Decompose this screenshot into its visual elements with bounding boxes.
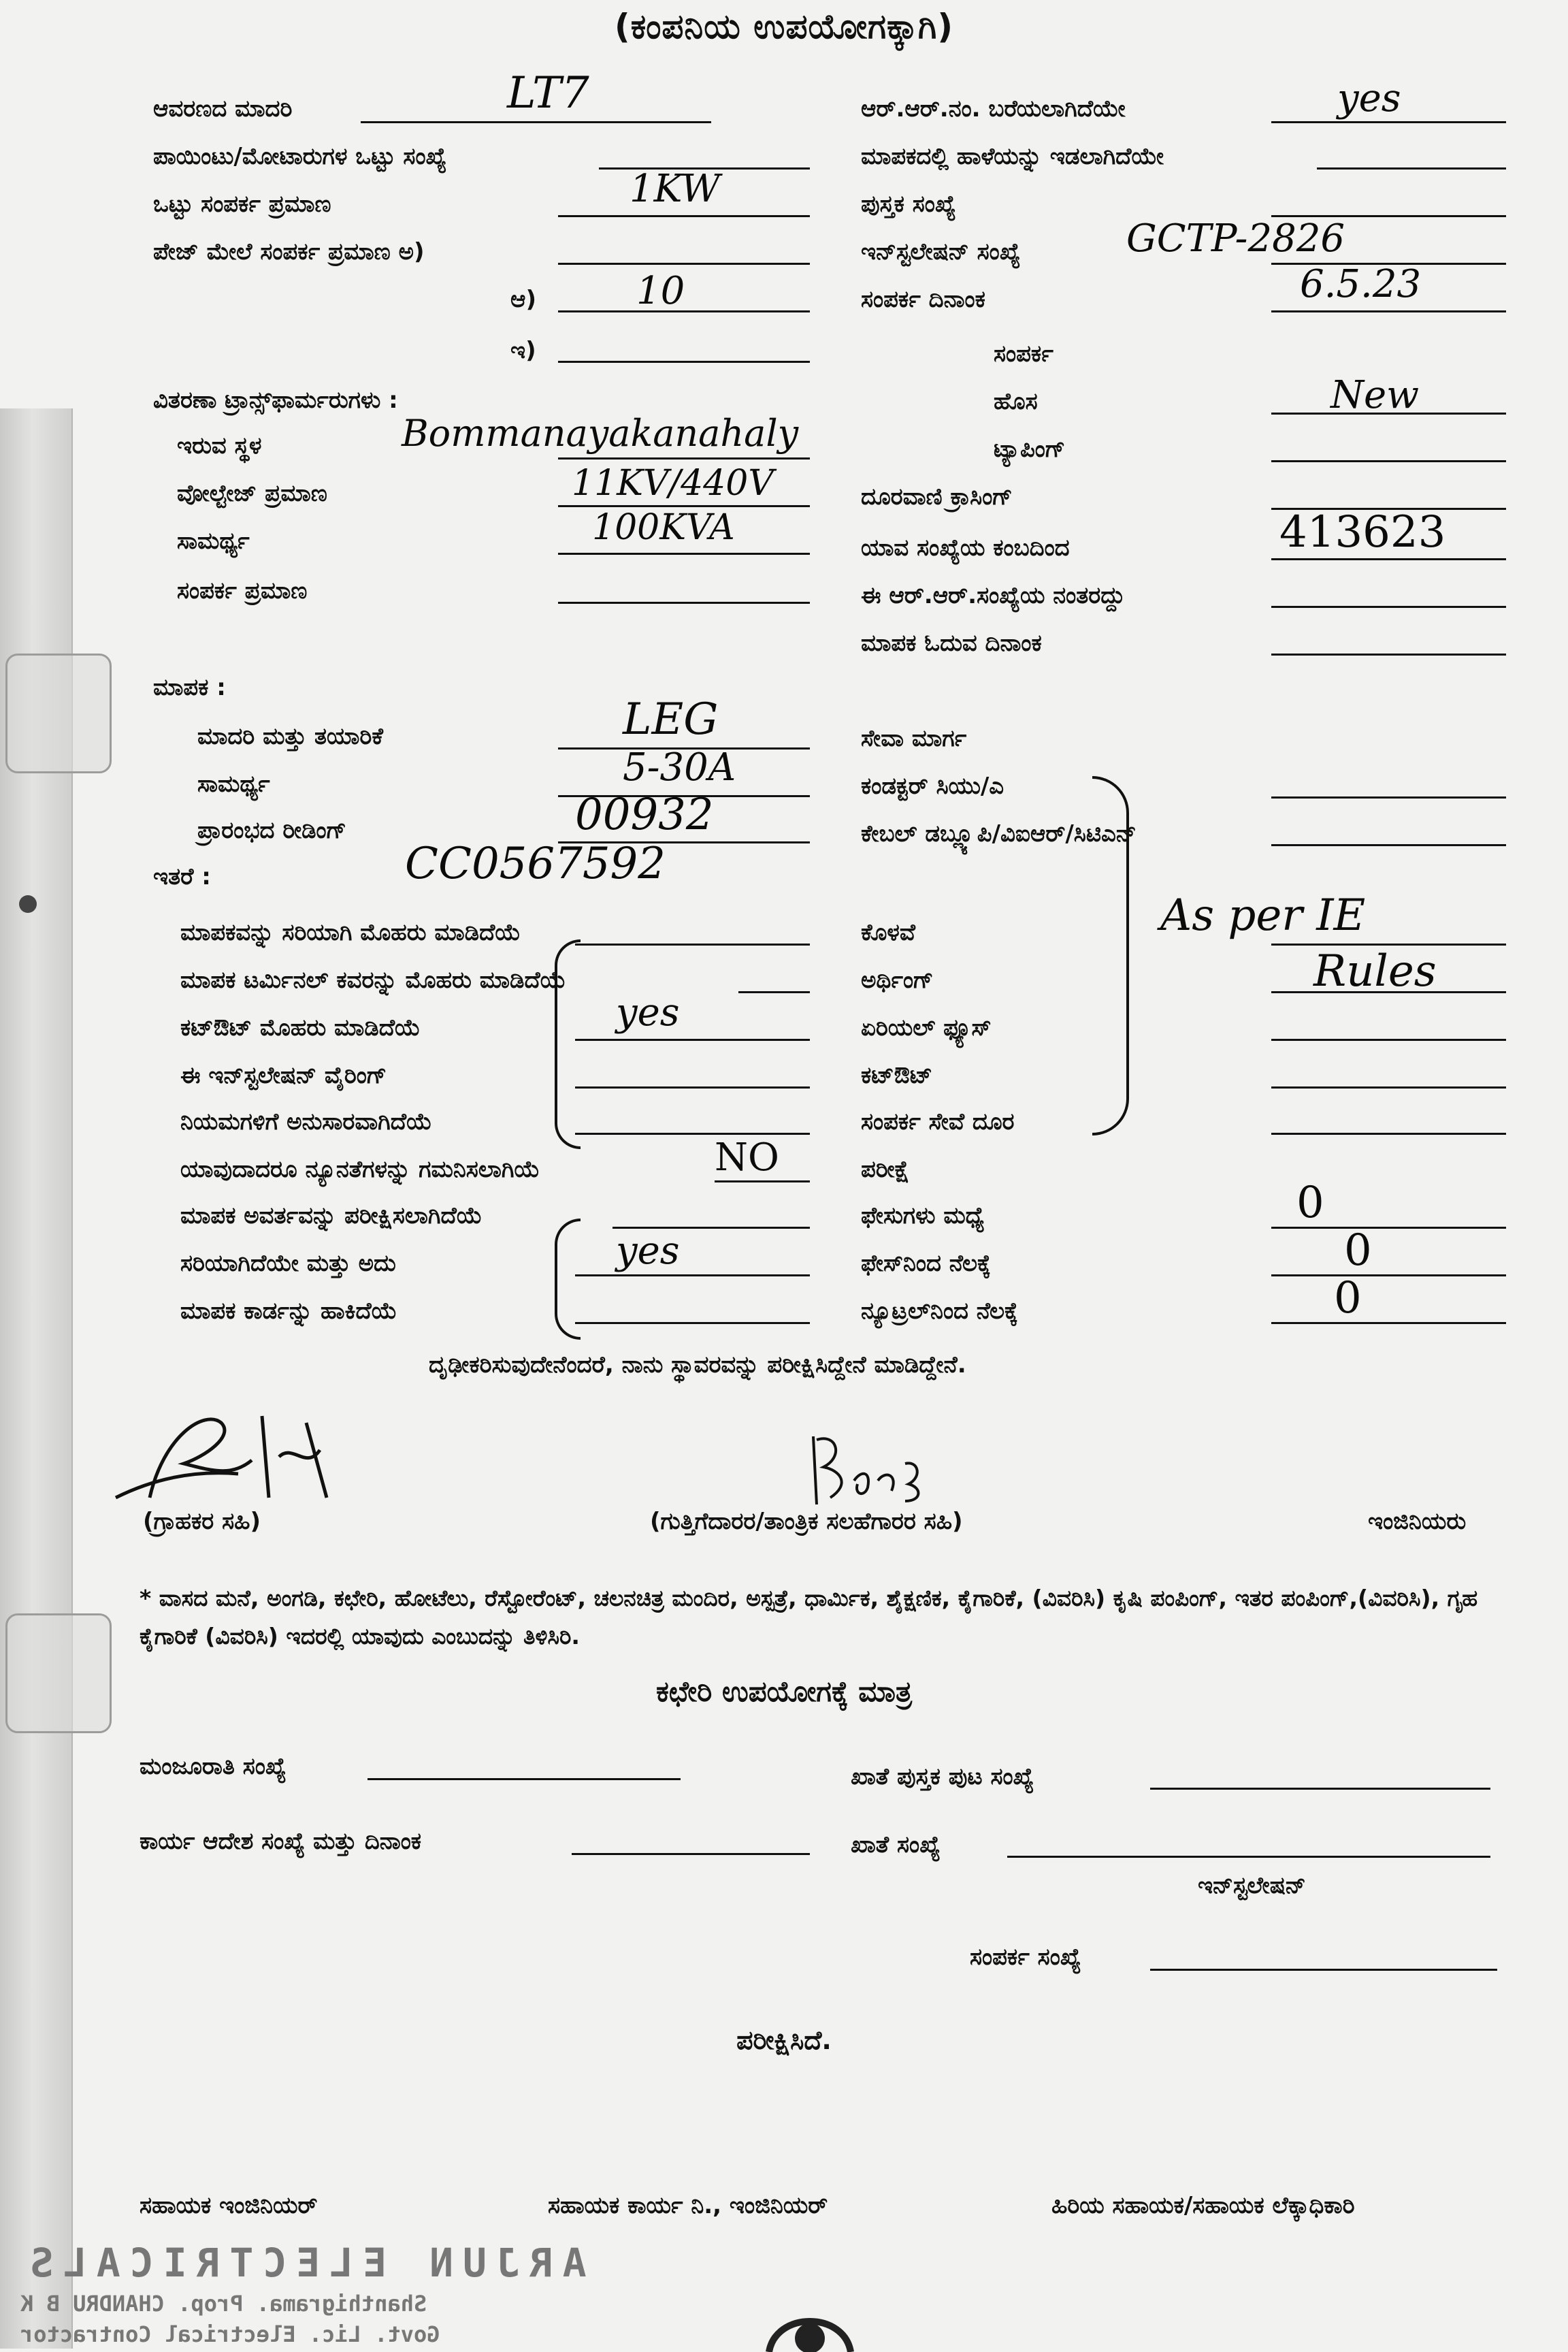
field-label-meter-sealed: ಮಾಪಕವನ್ನು ಸರಿಯಾಗಿ ಮೊಹರು ಮಾಡಿದೆಯೆ xyxy=(180,919,521,946)
handwritten-as-per-ie: As per IE xyxy=(1160,890,1366,941)
field-line-conduit[interactable] xyxy=(1271,944,1506,946)
contractor-signature xyxy=(803,1430,932,1511)
transformer-heading: ವಿತರಣಾ ಟ್ರಾನ್ಸ್‌ಫಾರ್ಮರುಗಳು : xyxy=(153,387,398,414)
asst-exec-engineer-label: ಸಹಾಯಕ ಕಾರ್ಯ ನಿ., ಇಂಜಿನಿಯರ್ xyxy=(548,2192,828,2219)
field-line-next-rr[interactable] xyxy=(1271,606,1506,608)
handwritten-between-phases: 0 xyxy=(1296,1178,1324,1228)
field-label-cable: ಕೇಬಲ್ ಡಬ್ಲ್ಯೂಪಿ/ವಿಐಆರ್/ಸಿಟಿಎನ್ xyxy=(861,820,1137,848)
field-line-rr-written[interactable] xyxy=(1271,121,1506,123)
declaration-text: ದೃಢೀಕರಿಸುವುದೇನೆಂದರೆ, ನಾನು ಸ್ಥಾವರವನ್ನು ಪರೀಕ್ಷಿಸಿದ್ದೇನೆ ಮಾಡಿದ್ದೇನೆ. xyxy=(429,1351,966,1379)
field-line-tapping[interactable] xyxy=(1271,460,1506,462)
field-line-phase-load-a[interactable] xyxy=(558,263,810,265)
handwritten-pole-number: 413623 xyxy=(1279,507,1446,558)
field-label-meter-capacity: ಸಾಮರ್ಥ್ಯ xyxy=(197,771,270,798)
field-label-phase-earth: ಫೇಸ್‌ನಿಂದ ನೆಲಕ್ಕೆ xyxy=(861,1250,991,1277)
field-label-new: ಹೊಸ xyxy=(994,388,1038,415)
field-line-terminal-sealed[interactable] xyxy=(738,991,810,993)
handwritten-brace-left-1 xyxy=(555,939,581,1149)
field-line-total-load[interactable] xyxy=(558,215,810,217)
handwritten-brace-left-2 xyxy=(555,1219,581,1340)
field-label-conductor: ಕಂಡಕ್ಟರ್ ಸಿಯು/ಎ xyxy=(861,773,1004,800)
field-label-book-number: ಪುಸ್ತಕ ಸಂಖ್ಯೆ xyxy=(861,191,956,218)
field-line-cable[interactable] xyxy=(1271,844,1506,846)
field-line-sheet-placed[interactable] xyxy=(1317,167,1506,170)
office-heading: ಕಛೇರಿ ಉಪಯೋಗಕ್ಕೆ ಮಾತ್ರ xyxy=(655,1675,913,1708)
field-label-voltage: ವೋಲ್ಟೇಜ್ ಪ್ರಮಾಣ xyxy=(177,480,327,507)
field-line-conductor[interactable] xyxy=(1271,796,1506,799)
office-label-sanction: ಮಂಜೂರಾತಿ ಸಂಖ್ಯೆ xyxy=(140,1753,287,1780)
field-line-location[interactable] xyxy=(558,457,810,460)
field-label-premises-type: ಆವರಣದ ಮಾದರಿ xyxy=(153,95,293,123)
handwritten-serial-number: CC0567592 xyxy=(405,839,666,889)
field-line-capacity[interactable] xyxy=(558,553,810,555)
office-label-connection-no: ಸಂಪರ್ಕ ಸಂಖ್ಯೆ xyxy=(970,1944,1081,1971)
handwritten-new: New xyxy=(1330,373,1420,417)
handwritten-rules: Rules xyxy=(1313,946,1437,997)
customer-signature-label: (ಗ್ರಾಹಕರ ಸಹಿ) xyxy=(143,1508,261,1535)
field-line-correct[interactable] xyxy=(575,1274,810,1276)
field-label-phase-load-a: ಪೇಜ್ ಮೇಲೆ ಸಂಪರ್ಕ ಪ್ರಮಾಣ ಅ) xyxy=(153,238,425,265)
field-label-rr-written: ಆರ್.ಆರ್.ನಂ. ಬರೆಯಲಾಗಿದೆಯೇ xyxy=(861,95,1126,123)
meter-heading: ಮಾಪಕ : xyxy=(153,674,226,701)
field-label-meter-card: ಮಾಪಕ ಕಾರ್ಡನ್ನು ಹಾಕಿದೆಯೆ xyxy=(180,1298,397,1325)
handwritten-rr-written: yes xyxy=(1337,76,1401,120)
field-label-points-count: ಪಾಯಿಂಟು/ಮೋಟಾರುಗಳ ಒಟ್ಟು ಸಂಖ್ಯೆ xyxy=(153,143,447,170)
field-label-reading-date: ಮಾಪಕ ಓದುವ ದಿನಾಂಕ xyxy=(861,630,1042,657)
handwritten-premises-type: LT7 xyxy=(507,68,589,118)
field-label-connection-date: ಸಂಪರ್ಕ ದಿನಾಂಕ xyxy=(861,286,985,313)
field-label-terminal-sealed: ಮಾಪಕ ಟರ್ಮಿನಲ್ ಕವರನ್ನು ಮೊಹರು ಮಾಡಿದೆಯೆ xyxy=(180,967,566,994)
handwritten-capacity: 100KVA xyxy=(592,507,735,548)
field-line-phase-load-c[interactable] xyxy=(558,361,810,363)
handwritten-connection-date: 6.5.23 xyxy=(1300,262,1422,306)
handwritten-neutral-earth: 0 xyxy=(1334,1273,1362,1323)
field-line-connection-date[interactable] xyxy=(1271,310,1506,312)
field-label-tapping: ಟ್ಯಾಪಿಂಗ್ xyxy=(994,436,1066,463)
field-line-phase-earth[interactable] xyxy=(1271,1274,1506,1276)
field-line-meter-card[interactable] xyxy=(575,1322,810,1324)
handwritten-meter-capacity: 5-30A xyxy=(623,745,736,790)
premises-note: * ವಾಸದ ಮನೆ, ಅಂಗಡಿ, ಕಛೇರಿ, ಹೋಟೆಲು, ರೆಸ್ಟೋರೆಂಟ್, ಚಲನಚಿತ್ರ ಮಂದಿರ, ಅಸ್ಪತ್ರೆ, ಧಾರ್ಮಿಕ, ಶೈಕ್ಷಣಿಕ, ಕೈಗಾರಿಕೆ, (ವಿವರಿಸಿ) ಕೃಷಿ ಪಂಪಿಂಗ್, ಇತರ ಪಂಪಿಂಗ್,(ವಿವರಿಸಿ), ಗೃಹ ಕೈಗಾರಿಕೆ (ವಿವರಿಸಿ) ಇದರಲ್ಲಿ ಯಾವುದು ಎಂಬುದನ್ನು ತಿಳಿಸಿರಿ. xyxy=(140,1585,1478,1649)
handwritten-installation-number: GCTP-2826 xyxy=(1126,216,1345,261)
office-line-account-no[interactable] xyxy=(1007,1856,1490,1858)
field-label-meter-make: ಮಾದರಿ ಮತ್ತು ತಯಾರಿಕೆ xyxy=(197,723,384,750)
field-label-conduit: ಕೊಳವೆ xyxy=(861,919,916,946)
contractor-stamp-line3: Govt. Lic. Electrical Contractor xyxy=(20,2321,440,2347)
service-heading: ಸೇವಾ ಮಾರ್ಗ xyxy=(861,725,967,752)
field-label-connection: ಸಂಪರ್ಕ xyxy=(994,340,1054,368)
field-label-connected-load: ಸಂಪರ್ಕ ಪ್ರಮಾಣ xyxy=(177,577,308,605)
office-label-installation: ಇನ್‌ಸ್ಟಲೇಷನ್ xyxy=(1198,1872,1306,1899)
handwritten-meter-make: LEG xyxy=(623,694,719,745)
handwritten-correct: yes xyxy=(616,1229,680,1273)
contractor-signature-label: (ಗುತ್ತಿಗೆದಾರರ/ತಾಂತ್ರಿಕ ಸಲಹೆಗಾರರ ಸಹಿ) xyxy=(650,1508,963,1535)
accounts-officer-label: ಹಿರಿಯ ಸಹಾಯಕ/ಸಹಾಯಕ ಲೆಕ್ಕಾಧಿಕಾರಿ xyxy=(1051,2192,1355,2219)
handwritten-voltage: 11KV/440V xyxy=(572,463,774,504)
engineer-signature-label: ಇಂಜಿನಿಯರು xyxy=(1368,1508,1467,1535)
field-label-neutral-earth: ನ್ಯೂಟ್ರಲ್‌ನಿಂದ ನೆಲಕ್ಕೆ xyxy=(861,1298,1018,1325)
field-label-capacity: ಸಾಮರ್ಥ್ಯ xyxy=(177,528,250,555)
handwritten-defects: NO xyxy=(715,1135,779,1180)
field-label-phase-load-b: ಆ) xyxy=(510,286,536,313)
field-label-next-rr: ಈ ಆರ್.ಆರ್.ಸಂಖ್ಯೆಯ ನಂತರದ್ದು xyxy=(861,582,1126,609)
field-label-defects: ಯಾವುದಾದರೂ ನ್ಯೂನತೆಗಳನ್ನು ಗಮನಿಸಲಾಗಿಯೆ xyxy=(180,1156,540,1183)
contractor-stamp-line1: ARJUN ELECTRICALS xyxy=(20,2240,587,2286)
field-label-initial-reading: ಪ್ರಾರಂಭದ ರೀಡಿಂಗ್ xyxy=(197,817,346,844)
handwritten-brace-right xyxy=(1092,776,1129,1135)
field-line-aerial-fuse[interactable] xyxy=(1271,1039,1506,1041)
field-label-between-phases: ಫೇಸುಗಳು ಮಧ್ಯೆ xyxy=(861,1202,985,1229)
test-heading: ಪರೀಕ್ಷೆ xyxy=(861,1156,910,1183)
field-line-defects[interactable] xyxy=(715,1180,810,1182)
office-label-account-no: ಖಾತೆ ಸಂಖ್ಯೆ xyxy=(851,1831,941,1858)
field-label-pole-number: ಯಾವ ಸಂಖ್ಯೆಯ ಕಂಬದಿಂದ xyxy=(861,534,1070,562)
handwritten-location: Bommanayakanahaly xyxy=(402,412,799,455)
handwritten-phase-load-b: 10 xyxy=(636,269,685,313)
field-label-correct: ಸರಿಯಾಗಿದೆಯೇ ಮತ್ತು ಅದು xyxy=(180,1250,396,1277)
field-label-service-distance: ಸಂಪರ್ಕ ಸೇವೆ ದೂರ xyxy=(861,1108,1015,1135)
customer-signature xyxy=(102,1396,361,1511)
field-line-meter-sealed[interactable] xyxy=(575,944,810,946)
field-line-service-distance[interactable] xyxy=(1271,1133,1506,1135)
field-label-phase-load-c: ಇ) xyxy=(510,337,536,364)
field-label-earthing: ಅರ್ಥಿಂಗ್ xyxy=(861,967,934,994)
field-label-meter-cycle: ಮಾಪಕ ಅವರ್ತವನ್ನು ಪರೀಕ್ಷಿಸಲಾಗಿದೆಯೆ xyxy=(180,1202,483,1229)
field-line-reading-date[interactable] xyxy=(1271,654,1506,656)
field-label-location: ಇರುವ ಸ್ಥಳ xyxy=(177,432,262,460)
handwritten-phase-earth: 0 xyxy=(1344,1225,1372,1276)
field-line-pole-number[interactable] xyxy=(1271,558,1506,560)
field-label-total-load: ಒಟ್ಟು ಸಂಪರ್ಕ ಪ್ರಮಾಣ xyxy=(153,191,331,218)
handwritten-initial-reading: 00932 xyxy=(575,790,714,840)
field-label-as-per-rules: ನಿಯಮಗಳಿಗೆ ಅನುಸಾರವಾಗಿದೆಯೆ xyxy=(180,1108,432,1135)
others-heading: ಇತರೆ : xyxy=(153,863,211,890)
checked-heading: ಪರೀಕ್ಷಿಸಿದೆ. xyxy=(736,2025,832,2055)
field-line-cutout-sealed[interactable] xyxy=(575,1039,810,1041)
field-label-sheet-placed: ಮಾಪಕದಲ್ಲಿ ಹಾಳೆಯನ್ನು ಇಡಲಾಗಿದೆಯೇ xyxy=(861,143,1164,170)
handwritten-cutout-sealed: yes xyxy=(616,990,680,1035)
field-line-wiring[interactable] xyxy=(575,1086,810,1089)
office-line-ledger-page[interactable] xyxy=(1150,1788,1490,1790)
office-line-sanction[interactable] xyxy=(368,1778,681,1780)
field-line-premises-type[interactable] xyxy=(361,121,711,123)
field-line-cutout[interactable] xyxy=(1271,1086,1506,1089)
field-label-aerial-fuse: ಏರಿಯಲ್ ಫ್ಯೂಸ್ xyxy=(861,1014,992,1042)
office-label-ledger-page: ಖಾತೆ ಪುಸ್ತಕ ಪುಟ ಸಂಖ್ಯೆ xyxy=(851,1763,1034,1790)
asst-engineer-label: ಸಹಾಯಕ ಇಂಜಿನಿಯರ್ xyxy=(140,2192,318,2219)
office-line-connection-no[interactable] xyxy=(1150,1969,1497,1971)
page-title: (ಕಂಪನಿಯ ಉಪಯೋಗಕ್ಕಾಗಿ) xyxy=(614,7,954,46)
seal-emblem xyxy=(762,2298,858,2352)
office-label-work-order: ಕಾರ್ಯ ಆದೇಶ ಸಂಖ್ಯೆ ಮತ್ತು ದಿನಾಂಕ xyxy=(140,1828,422,1855)
field-line-as-per-rules[interactable] xyxy=(575,1133,810,1135)
handwritten-total-load: 1KW xyxy=(630,167,721,211)
field-label-wiring: ಈ ಇನ್‌ಸ್ಟಲೇಷನ್ ವೈರಿಂಗ್ xyxy=(180,1062,387,1089)
field-line-connected-load[interactable] xyxy=(558,602,810,604)
field-line-neutral-earth[interactable] xyxy=(1271,1322,1506,1324)
office-line-work-order[interactable] xyxy=(572,1853,810,1855)
field-label-telephone-crossing: ದೂರವಾಣಿ ಕ್ರಾಸಿಂಗ್ xyxy=(861,483,1013,511)
field-label-installation-number: ಇನ್‌ಸ್ಟಲೇಷನ್ ಸಂಖ್ಯೆ xyxy=(861,238,1021,265)
field-label-cutout: ಕಟ್‌ಔಟ್ xyxy=(861,1062,933,1089)
field-label-cutout-sealed: ಕಟ್‌ಔಟ್ ಮೊಹರು ಮಾಡಿದೆಯೆ xyxy=(180,1014,421,1042)
contractor-stamp-line2: Shanthigrama. Prop. CHANDRU B K xyxy=(20,2291,427,2317)
